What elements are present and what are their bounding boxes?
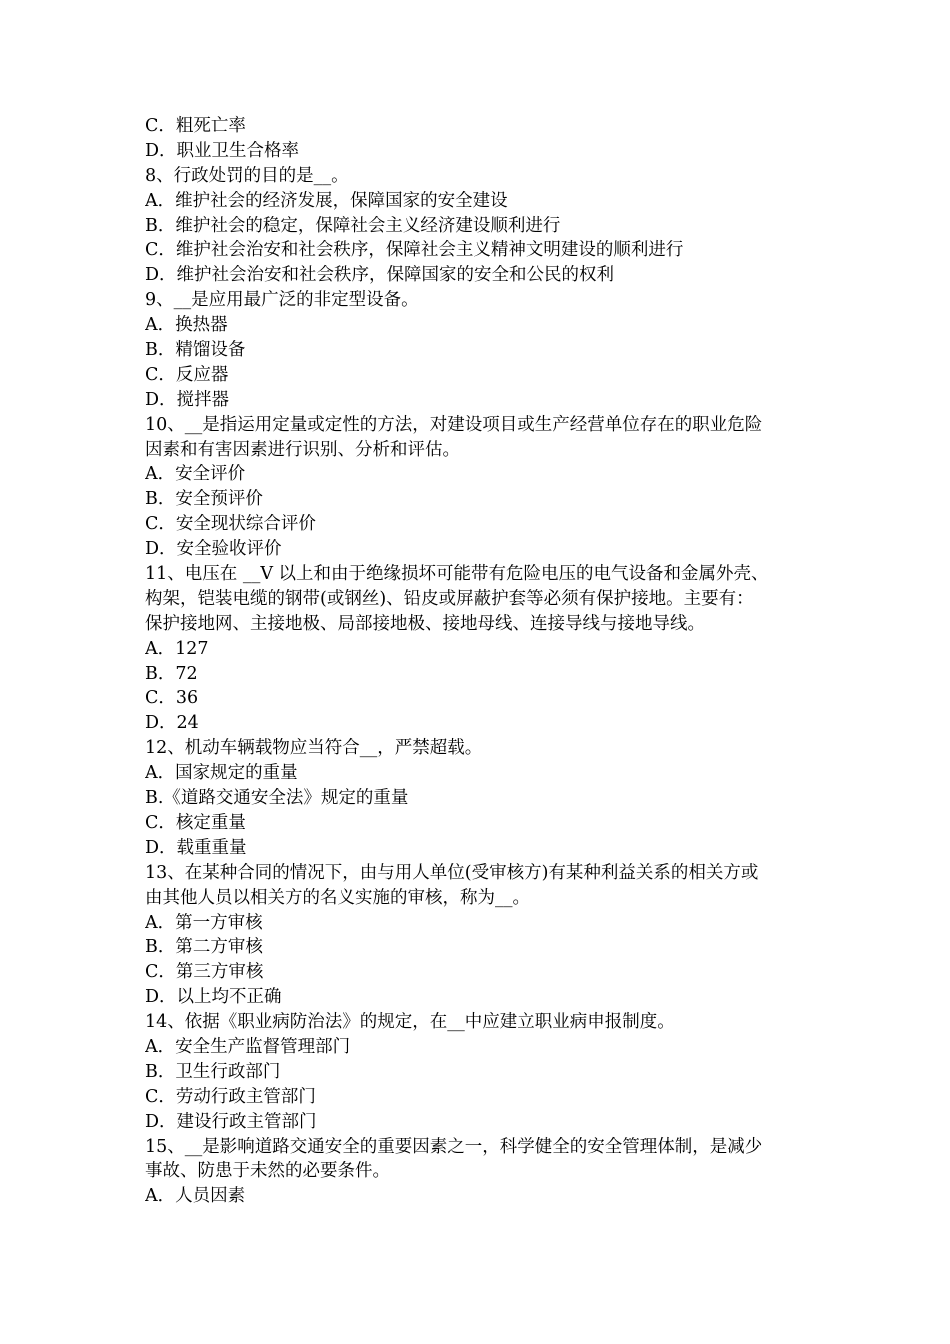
option-line: A．维护社会的经济发展，保障国家的安全建设 (145, 190, 508, 211)
option-line: B．安全预评价 (145, 489, 263, 510)
question-line: 保护接地网、主接地极、局部接地极、接地母线、连接导线与接地导线。 (145, 613, 705, 634)
text-line: D．职业卫生合格率 (145, 140, 300, 161)
option-line: A．安全生产监督管理部门 (145, 1036, 351, 1057)
option-line: B．精馏设备 (145, 340, 246, 361)
question-line: 由其他人员以相关方的名义实施的审核，称为__。 (145, 887, 530, 908)
option-line: A．第一方审核 (145, 912, 263, 933)
option-line: A．国家规定的重量 (145, 763, 298, 784)
question-line: 8、行政处罚的目的是__。 (145, 165, 349, 186)
question-line: 构架，铠装电缆的钢带(或钢丝)、铅皮或屏蔽护套等必须有保护接地。主要有： (145, 588, 754, 609)
option-line: A．换热器 (145, 315, 228, 336)
option-line: C．核定重量 (145, 812, 246, 833)
question-line: 事故、防患于未然的必要条件。 (145, 1161, 390, 1182)
option-line: B．第二方审核 (145, 937, 263, 958)
option-line: C．维护社会治安和社会秩序，保障社会主义精神文明建设的顺利进行 (145, 240, 684, 261)
text-line: C．粗死亡率 (145, 116, 246, 136)
question-line: 14、依据《职业病防治法》的规定，在__中应建立职业病申报制度。 (145, 1012, 675, 1033)
option-line: C．劳动行政主管部门 (145, 1086, 316, 1107)
option-line: B.《道路交通安全法》规定的重量 (145, 788, 409, 809)
option-line: B．72 (145, 663, 198, 684)
option-line: C．36 (145, 688, 199, 709)
option-line: A．安全评价 (145, 464, 246, 485)
question-line: 11、电压在 __V 以上和由于绝缘损坏可能带有危险电压的电气设备和金属外壳、 (145, 564, 769, 585)
question-line: 13、在某种合同的情况下，由与用人单位(受审核方)有某种利益关系的相关方或 (145, 862, 759, 883)
option-line: D．维护社会治安和社会秩序，保障国家的安全和公民的权利 (145, 265, 615, 286)
option-line: D．安全验收评价 (145, 539, 282, 560)
question-line: 12、机动车辆载物应当符合__，严禁超载。 (145, 738, 483, 759)
option-line: A．人员因素 (145, 1186, 246, 1207)
question-line: 15、__是影响道路交通安全的重要因素之一，科学健全的安全管理体制，是减少 (145, 1136, 763, 1157)
question-line: 9、__是应用最广泛的非定型设备。 (145, 290, 419, 311)
option-line: D．以上均不正确 (145, 987, 282, 1008)
question-line: 10、__是指运用定量或定性的方法，对建设项目或生产经营单位存在的职业危险 (145, 414, 763, 435)
option-line: C．反应器 (145, 364, 229, 385)
option-line: D．24 (145, 713, 199, 734)
option-line: D．建设行政主管部门 (145, 1111, 317, 1132)
option-line: C．安全现状综合评价 (145, 514, 316, 535)
question-line: 因素和有害因素进行识别、分析和评估。 (145, 439, 460, 460)
option-line: C．第三方审核 (145, 962, 264, 983)
option-line: A．127 (145, 638, 209, 659)
option-line: D．搅拌器 (145, 389, 230, 410)
option-line: B．维护社会的稳定，保障社会主义经济建设顺利进行 (145, 215, 561, 236)
option-line: B．卫生行政部门 (145, 1061, 281, 1082)
option-line: D．载重重量 (145, 837, 247, 858)
